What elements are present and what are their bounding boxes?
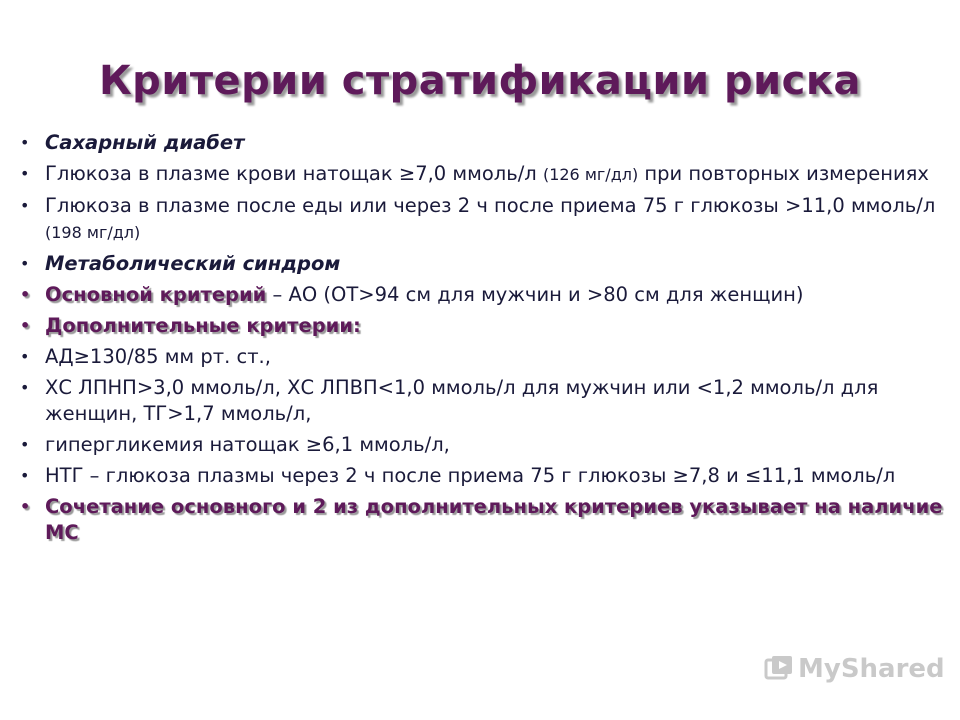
item-text: Глюкоза в плазме после еды или через 2 ч после приема 75 г глюкозы >11,0 ммоль/л xyxy=(45,194,936,217)
list-item xyxy=(20,130,950,156)
bullet: • xyxy=(20,133,30,152)
list-item xyxy=(20,161,950,188)
bullet: • xyxy=(20,196,30,215)
list-item xyxy=(20,344,950,370)
item-text: ХС ЛПНП>3,0 ммоль/л, ХС ЛПВП<1,0 ммоль/л для мужчин или <1,2 ммоль/л для женщин, ТГ>1,7 ммоль/л, xyxy=(45,376,879,425)
item-text: Дополнительные критерии: xyxy=(45,314,361,337)
bullet: • xyxy=(20,316,31,335)
watermark-logo-icon xyxy=(764,654,794,684)
item-text: АД≥130/85 мм рт. ст., xyxy=(45,345,271,368)
item-text: Сочетание основного и 2 из дополнительных критериев указывает на наличие МС xyxy=(45,495,943,544)
bullet: • xyxy=(20,497,31,516)
slide-title: Критерии стратификации риска xyxy=(98,58,861,104)
item-text: НТГ – глюкоза плазмы через 2 ч после приема 75 г глюкозы ≥7,8 и ≤11,1 ммоль/л xyxy=(45,464,896,487)
item-text: – АО (ОТ>94 см для мужчин и >80 см для женщин) xyxy=(266,283,804,306)
item-text: Метаболический синдром xyxy=(45,252,341,275)
list-item xyxy=(20,251,950,277)
bullet: • xyxy=(20,347,30,366)
bullet: • xyxy=(20,164,30,183)
list-item xyxy=(20,193,950,246)
item-text: гипергликемия натощак ≥6,1 ммоль/л, xyxy=(45,433,450,456)
watermark xyxy=(764,654,945,684)
item-tail-text: при повторных измерениях xyxy=(638,162,929,185)
watermark-text: MyShared xyxy=(798,654,945,684)
list-item xyxy=(20,375,950,427)
criteria-list xyxy=(20,130,950,551)
bullet: • xyxy=(20,466,30,485)
bullet: • xyxy=(20,285,31,304)
item-small-text: (198 мг/дл) xyxy=(45,223,141,242)
list-item xyxy=(20,463,950,489)
list-item xyxy=(20,313,950,339)
item-text: Глюкоза в плазме крови натощак ≥7,0 ммоль/л xyxy=(45,162,543,185)
list-item xyxy=(20,282,950,308)
bullet: • xyxy=(20,378,30,397)
item-strong-text: Основной критерий xyxy=(45,283,267,306)
list-item xyxy=(20,432,950,458)
bullet: • xyxy=(20,435,30,454)
item-small-text: (126 мг/дл) xyxy=(542,165,639,184)
item-text: Сахарный диабет xyxy=(45,131,245,154)
list-item xyxy=(20,494,950,546)
bullet: • xyxy=(20,254,30,273)
